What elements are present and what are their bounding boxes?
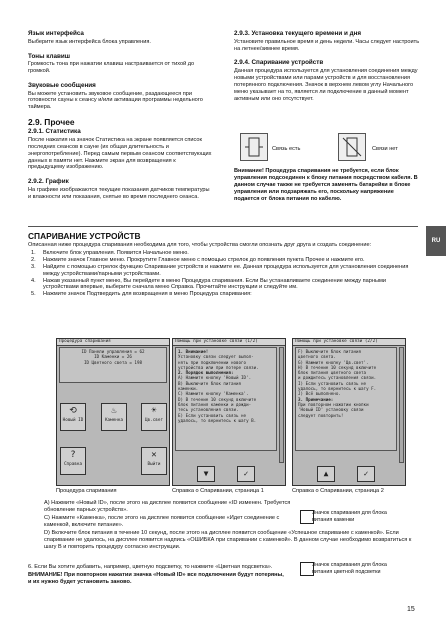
sound-heading: Звуковые сообщения [28, 81, 96, 89]
tone-text: Громкость тона при нажатии клавиш настраивается от тихой до громкой. [28, 61, 195, 74]
scroll-up-button[interactable]: ▲ [317, 466, 335, 482]
new-id-button[interactable]: ⟲ Новый ID [60, 403, 86, 431]
panel-id: ID Панели управления = 62 [81, 349, 145, 354]
steps-a-c [44, 500, 306, 530]
text-line: блок питания каменки и дожди- [178, 401, 252, 407]
text-line: 1. Внимание! [178, 349, 209, 354]
note-light: Значок спаривания для блока питания цветной подсветки [312, 562, 387, 575]
text-line: A) Нажмите кнопку 'Новый ID'. [178, 375, 252, 381]
tone-heading: Тоны клавиш [28, 52, 70, 60]
step-d: D) Включите блок питания в течение 10 секунд, после этого на дисплее появится сообщение «Успешное спаривание с каменкой». Если спаривание не удалось, на дисплее появится надпись «ОШИБКА при спаривании с каменкой». В данном случае необходимо возвратиться к шагу В и повторить процедуру согласно инструкции. [44, 530, 412, 550]
text-line: Установку связи следует выпол- [178, 354, 254, 360]
caption-1: Процедура спаривания [56, 488, 117, 494]
scroll-down-button[interactable]: ▼ [197, 466, 215, 482]
pairing-section [28, 232, 418, 298]
connection-none-icon [338, 133, 366, 161]
section-intro: Описанная ниже процедура спаривания необходима для того, чтобы устройства смогли опознать друг друга и создать соединение: [28, 242, 372, 248]
other-heading: 2.9. Прочее [28, 117, 75, 128]
color-light-button[interactable]: ☀ Цв.свет [141, 403, 167, 431]
step-d-block [44, 530, 418, 552]
confirm-button[interactable] [357, 466, 375, 482]
text-line: D) В течение 10 секунд включите [178, 396, 257, 402]
text-line: J) Всё выполнено. [298, 391, 341, 397]
help-page-1-title: Помощь при установке связи (1/2) [173, 339, 285, 346]
lang-heading: Язык интерфейса [28, 30, 84, 37]
text-line: При повторном нажатии кнопки [298, 401, 369, 407]
pairing-screen-title: Процедура спаривания [57, 339, 169, 346]
text-line: удалось, то вернитесь к шагу B. [178, 417, 257, 423]
text-line: нять при подключении нового [178, 359, 247, 365]
text-line: удалось, то вернитесь к шагу F. [298, 386, 377, 392]
list-item: 2. Нажмите значок Главное меню. Прокрутите Главное меню с помощью стрелок до появления пункта Прочее и нажмите его. [31, 256, 365, 263]
caption-2: Справка о Спаривании, страница 1 [172, 488, 264, 494]
text-line: и дождитесь установления связи. [298, 375, 377, 381]
help-page-2-title: Помощь при установке связи (2/2) [293, 339, 405, 346]
left-column [28, 30, 214, 202]
text-line: 'Новый ID' установку связи [298, 407, 364, 413]
text-line: следует повторить! [298, 412, 344, 418]
note-heater: Значок спаривания для блока питания каменки [312, 510, 387, 523]
text-line: 2. Порядок выполнения: [178, 370, 234, 376]
text-line: устройства или при потере связи. [178, 364, 259, 370]
text-line: цветного света. [298, 354, 336, 360]
light-icon: ☀ [151, 406, 157, 416]
text-line: каменки. [178, 386, 199, 392]
sound-text: Вы можете установить звуковое сообщение, раздающееся при готовности сауны к сеансу и/или активации программы недельного таймера. [28, 90, 203, 111]
pair-heading: 2.9.4. Спаривание устройств [234, 59, 324, 67]
language-tab: RU [426, 226, 446, 256]
step-6-block [28, 564, 288, 587]
text-line: I) Если установить связь не [298, 380, 367, 386]
scrollbar[interactable] [399, 347, 404, 463]
time-text: Установите правильное время и день недели. Часы следует настроить на летнее/зимнее время. [234, 38, 420, 52]
text-line: E) Если установить связь не [178, 412, 247, 418]
connection-ok-icon [240, 133, 268, 161]
text-line: блок питания цветного света [298, 370, 367, 376]
heater-icon: ♨ [111, 406, 117, 416]
graph-heading: 2.9.2. График [28, 178, 69, 186]
warning-text: Внимание! Процедура спаривания не требуется, если блок управления подсоединен к блоку питания посредством кабеля. В данном случае также не требуется заменять батарейки в блоке управления или подзаряжать его, поскольку напряжение подается от блока питания по кабелю. [234, 168, 418, 202]
text-line: тесь установления связи. [178, 407, 239, 413]
stat-heading: 2.9.1. Статистика [28, 128, 81, 136]
connection-ok-label: Связь есть [272, 146, 301, 152]
graph-text: На графике изображаются текущие показания датчиков температуры и влажности или показания, снятые во время последнего сеанса. [28, 186, 210, 200]
right-column [234, 30, 420, 104]
text-line: H) В течение 10 секунд включите [298, 364, 377, 370]
list-item: 1. Включите блок управления. Появится Начальное меню. [31, 249, 189, 256]
check-icon: ✓ [243, 469, 249, 478]
heater-id: ID Каменки = 26 [94, 354, 132, 360]
time-heading: 2.9.3. Установка текущего времени и дня [234, 30, 362, 37]
help-button[interactable]: ? Справка [60, 447, 86, 475]
connection-none-label: Связи нет [372, 146, 398, 152]
lang-text: Выберите язык интерфейса блока управления. [28, 38, 151, 45]
help-page-2 [292, 338, 406, 486]
steps-list [28, 250, 418, 298]
step-6: 6. Если Вы хотите добавить, например, цветную подсветку, то нажмите «Цветная подсветка». [28, 564, 273, 570]
bottom-warning: ВНИМАНИЕ! При повторном нажатии значка «Новый ID» все подключения будут потеряны, и их нужно будет установить заново. [28, 571, 284, 585]
text-line: F) Выключите блок питания [298, 349, 362, 354]
page-number: 15 [407, 606, 415, 613]
question-icon: ? [70, 450, 76, 460]
text-line: B) Выключите блок питания [178, 380, 242, 386]
pairing-screen [56, 338, 170, 486]
light-id: ID Цветного света = 198 [84, 359, 142, 365]
scrollbar[interactable] [279, 347, 284, 463]
help-page-1 [172, 338, 286, 486]
list-item: 5. Нажмите значок Подтвердить для возвращения в меню Процедура спаривания: [31, 291, 252, 298]
section-title: СПАРИВАНИЕ УСТРОЙСТВ [28, 231, 141, 241]
caption-3: Справка о Спаривании, страница 2 [292, 488, 384, 494]
text-line: 3. Примечание: [298, 396, 334, 402]
list-item: 4. Нажав указанный пункт меню, Вы перейдете в меню Процедура спаривания. Если Вы устанавливаете соединение между парными устройствами впервые, выберите сначала меню Справка. Прочитайте инструкции и следуйте им. [31, 277, 386, 291]
id-icon: ⟲ [69, 406, 77, 416]
step-a: A) Нажмите «Новый ID», после этого на дисплее появится сообщение «ID изменен. Требуется обновление парных устройств». [44, 500, 291, 513]
exit-icon: ✕ [151, 450, 157, 460]
section-divider [28, 226, 418, 227]
confirm-button[interactable] [237, 466, 255, 482]
list-item: 3. Найдите с помощью стрелок функцию Спаривание устройств и нажмите ее. Данная процедура используется для установления соединения между устройствами/парными устройствами. [31, 263, 409, 277]
check-icon: ✓ [363, 469, 369, 478]
id-display [59, 347, 167, 383]
warning-box [234, 168, 420, 204]
text-line: C) Нажмите кнопку 'Каменка'. [178, 391, 249, 397]
text-line: G) Нажмите кнопку 'Цв.свет'. [298, 359, 369, 365]
step-c: C) Нажмите «Каменка», после этого на дисплее появится сообщение «Идет соединение с каменкой, включите питание». [44, 514, 280, 528]
pair-text: Данная процедура используется для установления соединения между новыми устройствами или парами устройств и для восстановления потерянного подключения. Значок в верхнем левом углу Начального меню указывает на то, является ли подключение в данный момент активным или оно отсутствует. [234, 68, 418, 102]
exit-button[interactable]: ✕ Выйти [141, 447, 167, 475]
stat-text: После нажатия на значок Статистика на экране появляется список последних сеансов в сауне (их общая длительность и энергопотребление). Перед самым первым сеансом соответствующих данных в памяти нет. Нажмите экран для возвращения к предыдущему изображению. [28, 136, 212, 171]
help-page-2-text [295, 347, 397, 451]
help-page-1-text [175, 347, 277, 451]
heater-button[interactable]: ♨ Каменка [101, 403, 127, 431]
